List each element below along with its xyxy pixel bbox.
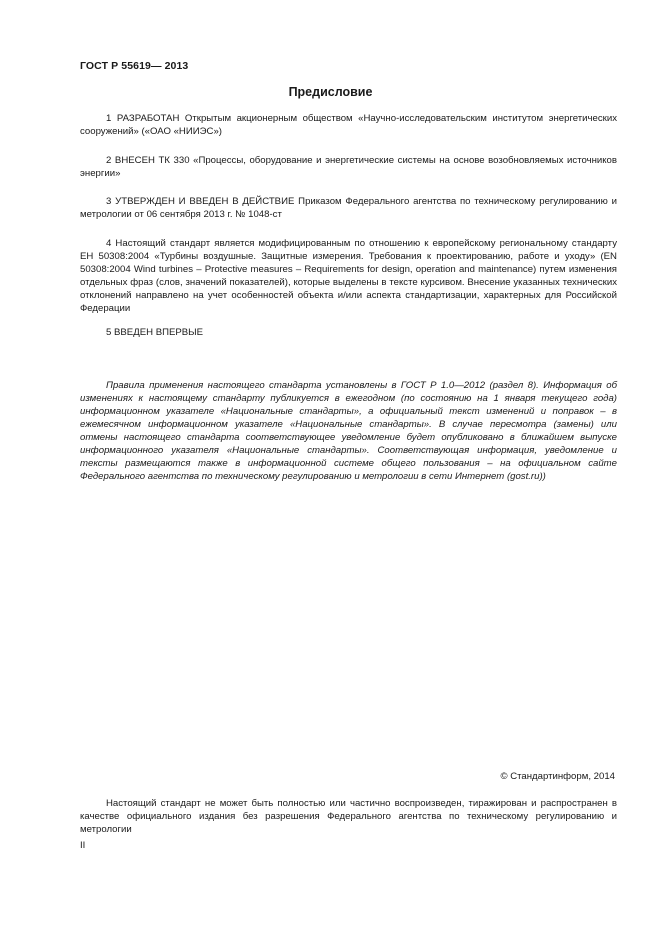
foreword-item-1: 1 РАЗРАБОТАН Открытым акционерным обществом «Научно-исследовательским институтом энергетических сооружений» («ОАО «НИИЭС»)	[80, 113, 617, 137]
foreword-item-5: 5 ВВЕДЕН ВПЕРВЫЕ	[106, 327, 204, 338]
section-title: Предисловие	[288, 85, 373, 99]
application-rules-notice: Правила применения настоящего стандарта установлены в ГОСТ Р 1.0—2012 (раздел 8). Информация об изменениях к настоящему стандарту публикуется в ежегодном (по состоянию на 1 января текущего года) информационном указателе «Национальные стандарты», а официальный текст изменений и поправок – в ежемесячном информационном указателе «Национальные стандарты». В случае пересмотра (замены) или отмены настоящего стандарта соответствующее уведомление будет опубликовано в ближайшем выпуске информационного указателя «Национальные стандарты». Соответствующая информация, уведомление и тексты размещаются также в информационной системе общего пользования – на официальном сайте Федерального агентства по техническому регулированию и метрологии в сети Интернет (gost.ru))	[80, 380, 617, 482]
foreword-item-2: 2 ВНЕСЕН ТК 330 «Процессы, оборудование и энергетические системы на основе возобновляемых источников энергии»	[80, 155, 617, 179]
foreword-item-4: 4 Настоящий стандарт является модифицированным по отношению к европейскому региональному стандарту ЕН 50308:2004 «Турбины воздушные. Защитные измерения. Требования к проектированию, работе и уходу» (EN 50308:2004 Wind turbines – Protective measures – Requirements for design, operation and maintenance) путем изменения отдельных фраз (слов, значений показателей), которые выделены в тексте курсивом. Внесение указанных технических отклонений направлено на учет особенностей объекта и/или аспекта стандартизации, характерных для Российской Федерации	[80, 238, 617, 314]
page-number: II	[80, 840, 86, 851]
standard-id: ГОСТ Р 55619— 2013	[80, 60, 189, 72]
reproduction-notice: Настоящий стандарт не может быть полностью или частично воспроизведен, тиражирован и распространен в качестве официального издания без разрешения Федерального агентства по техническому регулированию и метрологии	[80, 798, 617, 835]
copyright: © Стандартинформ, 2014	[500, 771, 615, 782]
foreword-item-3: 3 УТВЕРЖДЕН И ВВЕДЕН В ДЕЙСТВИЕ Приказом Федерального агентства по техническому регулированию и метрологии от 06 сентября 2013 г. № 1048-ст	[80, 196, 617, 220]
